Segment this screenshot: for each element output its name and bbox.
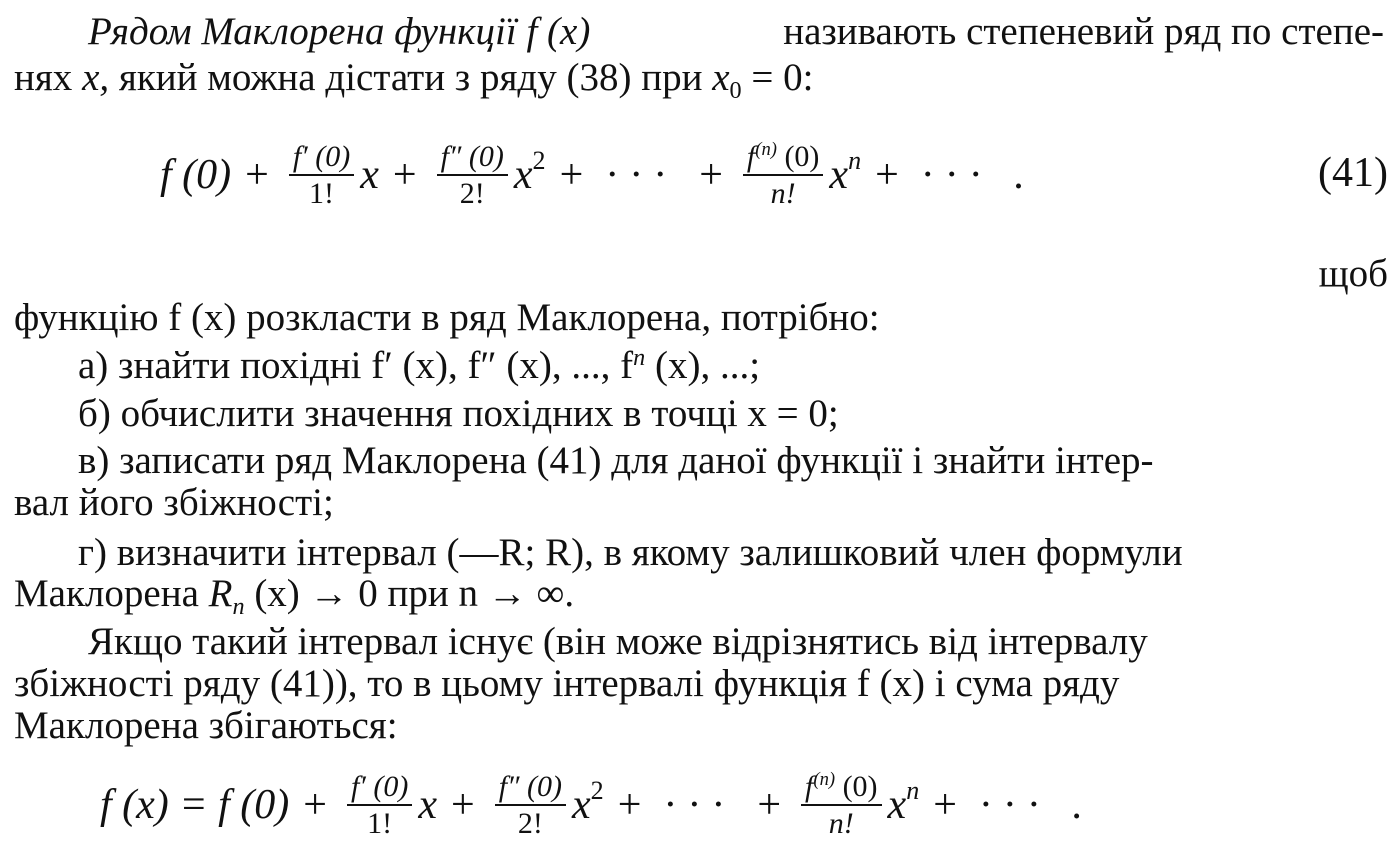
- fraction-numerator: f′ (0): [347, 771, 412, 807]
- remainder-R: R: [208, 572, 233, 615]
- step-g-line1: г) визначити інтервал (—R; R), в якому залишковий член формули: [78, 531, 1183, 574]
- plus-sign: +: [392, 152, 417, 198]
- variable-x: x: [572, 782, 591, 828]
- ellipsis: ···: [605, 152, 678, 198]
- text-fragment: = 0:: [751, 56, 814, 99]
- fraction-numerator: f′ (0): [289, 141, 354, 177]
- fraction-denominator: 1!: [367, 807, 393, 840]
- fraction-term-n: [801, 771, 882, 840]
- paragraph3-line3: Маклорена збігаються:: [14, 704, 398, 747]
- fraction-denominator: 2!: [459, 177, 485, 210]
- variable-x: x: [418, 782, 438, 828]
- plus-sign: +: [245, 152, 269, 198]
- variable-x: x: [360, 152, 379, 198]
- fraction-denominator: 1!: [309, 177, 335, 210]
- maclaurin-series-formula: [160, 130, 1042, 220]
- maclaurin-equality-formula: [100, 760, 1100, 850]
- numerator-f: f: [746, 139, 756, 173]
- fraction-term1: [347, 771, 412, 840]
- subscript-n: n: [232, 593, 245, 621]
- exponent: n: [848, 145, 862, 175]
- plus-sign: +: [757, 782, 782, 828]
- exponent: n: [906, 775, 920, 805]
- fraction-denominator: 2!: [517, 807, 543, 840]
- fraction-denominator: n!: [770, 177, 796, 210]
- fraction-term1: [289, 141, 354, 210]
- text-fragment: нях: [14, 56, 73, 99]
- ellipsis: ···: [663, 782, 736, 828]
- fraction-term2: [437, 141, 508, 210]
- numerator-arg: (0): [842, 769, 878, 803]
- exponent: 2: [532, 145, 546, 175]
- text-fragment: (x) → 0 при n → ∞.: [254, 572, 575, 615]
- variable-x: x,: [82, 56, 110, 99]
- derivative-order: (n): [813, 769, 836, 791]
- derivative-order: (n): [755, 139, 777, 161]
- word-shchob: щоб: [1318, 252, 1388, 295]
- paragraph2-intro: функцію f (x) розкласти в ряд Маклорена, потрібно:: [14, 296, 880, 339]
- step-a-text: а) знайти похідні f′ (x), f″ (x), ..., f: [78, 344, 634, 387]
- step-g-line2: [14, 572, 575, 621]
- plus-sign: +: [617, 782, 642, 828]
- derivative-order: n: [633, 343, 646, 371]
- plus-sign: +: [559, 152, 584, 198]
- paragraph3-line1: Якщо такий інтервал існує (він може відрізнятись від інтервалу: [88, 620, 1148, 663]
- step-a: [78, 343, 761, 387]
- plus-sign: +: [303, 782, 327, 828]
- variable-x0: x: [712, 56, 730, 99]
- variable-x: x: [513, 152, 533, 198]
- paragraph1-line2: [14, 56, 814, 105]
- step-v-text: в) записати ряд Маклорена (41) для даної функції і знайти інтер-: [78, 439, 1154, 482]
- plus-sign: +: [875, 152, 899, 198]
- term-f0: f (0): [160, 152, 232, 198]
- plus-sign: +: [933, 782, 957, 828]
- paragraph3-line2: збіжності ряду (41)), то в цьому інтервалі функція f (x) і сума ряду: [14, 662, 1120, 705]
- maclaurin-term: Рядом Маклорена функції: [88, 10, 517, 53]
- plus-sign: +: [699, 152, 723, 198]
- fraction-term-n: [743, 141, 824, 210]
- fraction-denominator: n!: [828, 807, 854, 840]
- paragraph1-line1-rest: називають степеневий ряд по степе-: [783, 10, 1384, 53]
- lhs-fx-equals-f0: f (x) = f (0): [100, 782, 290, 828]
- fraction-numerator: f″ (0): [495, 771, 566, 807]
- numerator-arg: (0): [784, 139, 820, 173]
- fraction-numerator: [743, 141, 824, 177]
- paragraph1-line1: [88, 12, 1384, 51]
- variable-x: x: [887, 782, 907, 828]
- step-v-line2: вал його збіжності;: [14, 481, 334, 524]
- numerator-f: f: [805, 769, 814, 803]
- ellipsis-end: ··· .: [978, 782, 1092, 828]
- ellipsis-end: ··· .: [920, 152, 1034, 198]
- variable-x: x: [829, 152, 849, 198]
- fraction-numerator: f″ (0): [437, 141, 508, 177]
- fraction-numerator: [801, 771, 882, 807]
- step-v-line1: [78, 441, 1384, 480]
- function-fx: f (x): [526, 10, 591, 53]
- exponent: 2: [590, 775, 604, 805]
- fraction-term2: [495, 771, 566, 840]
- equation-number: (41): [1318, 150, 1388, 196]
- step-a-end: (x), ...;: [645, 344, 761, 387]
- step-b: б) обчислити значення похідних в точці x = 0;: [78, 392, 839, 435]
- subscript-zero: 0: [729, 77, 742, 105]
- text-fragment: який можна дістати з ряду (38) при: [118, 56, 703, 99]
- plus-sign: +: [451, 782, 475, 828]
- text-fragment: Маклорена: [14, 572, 199, 615]
